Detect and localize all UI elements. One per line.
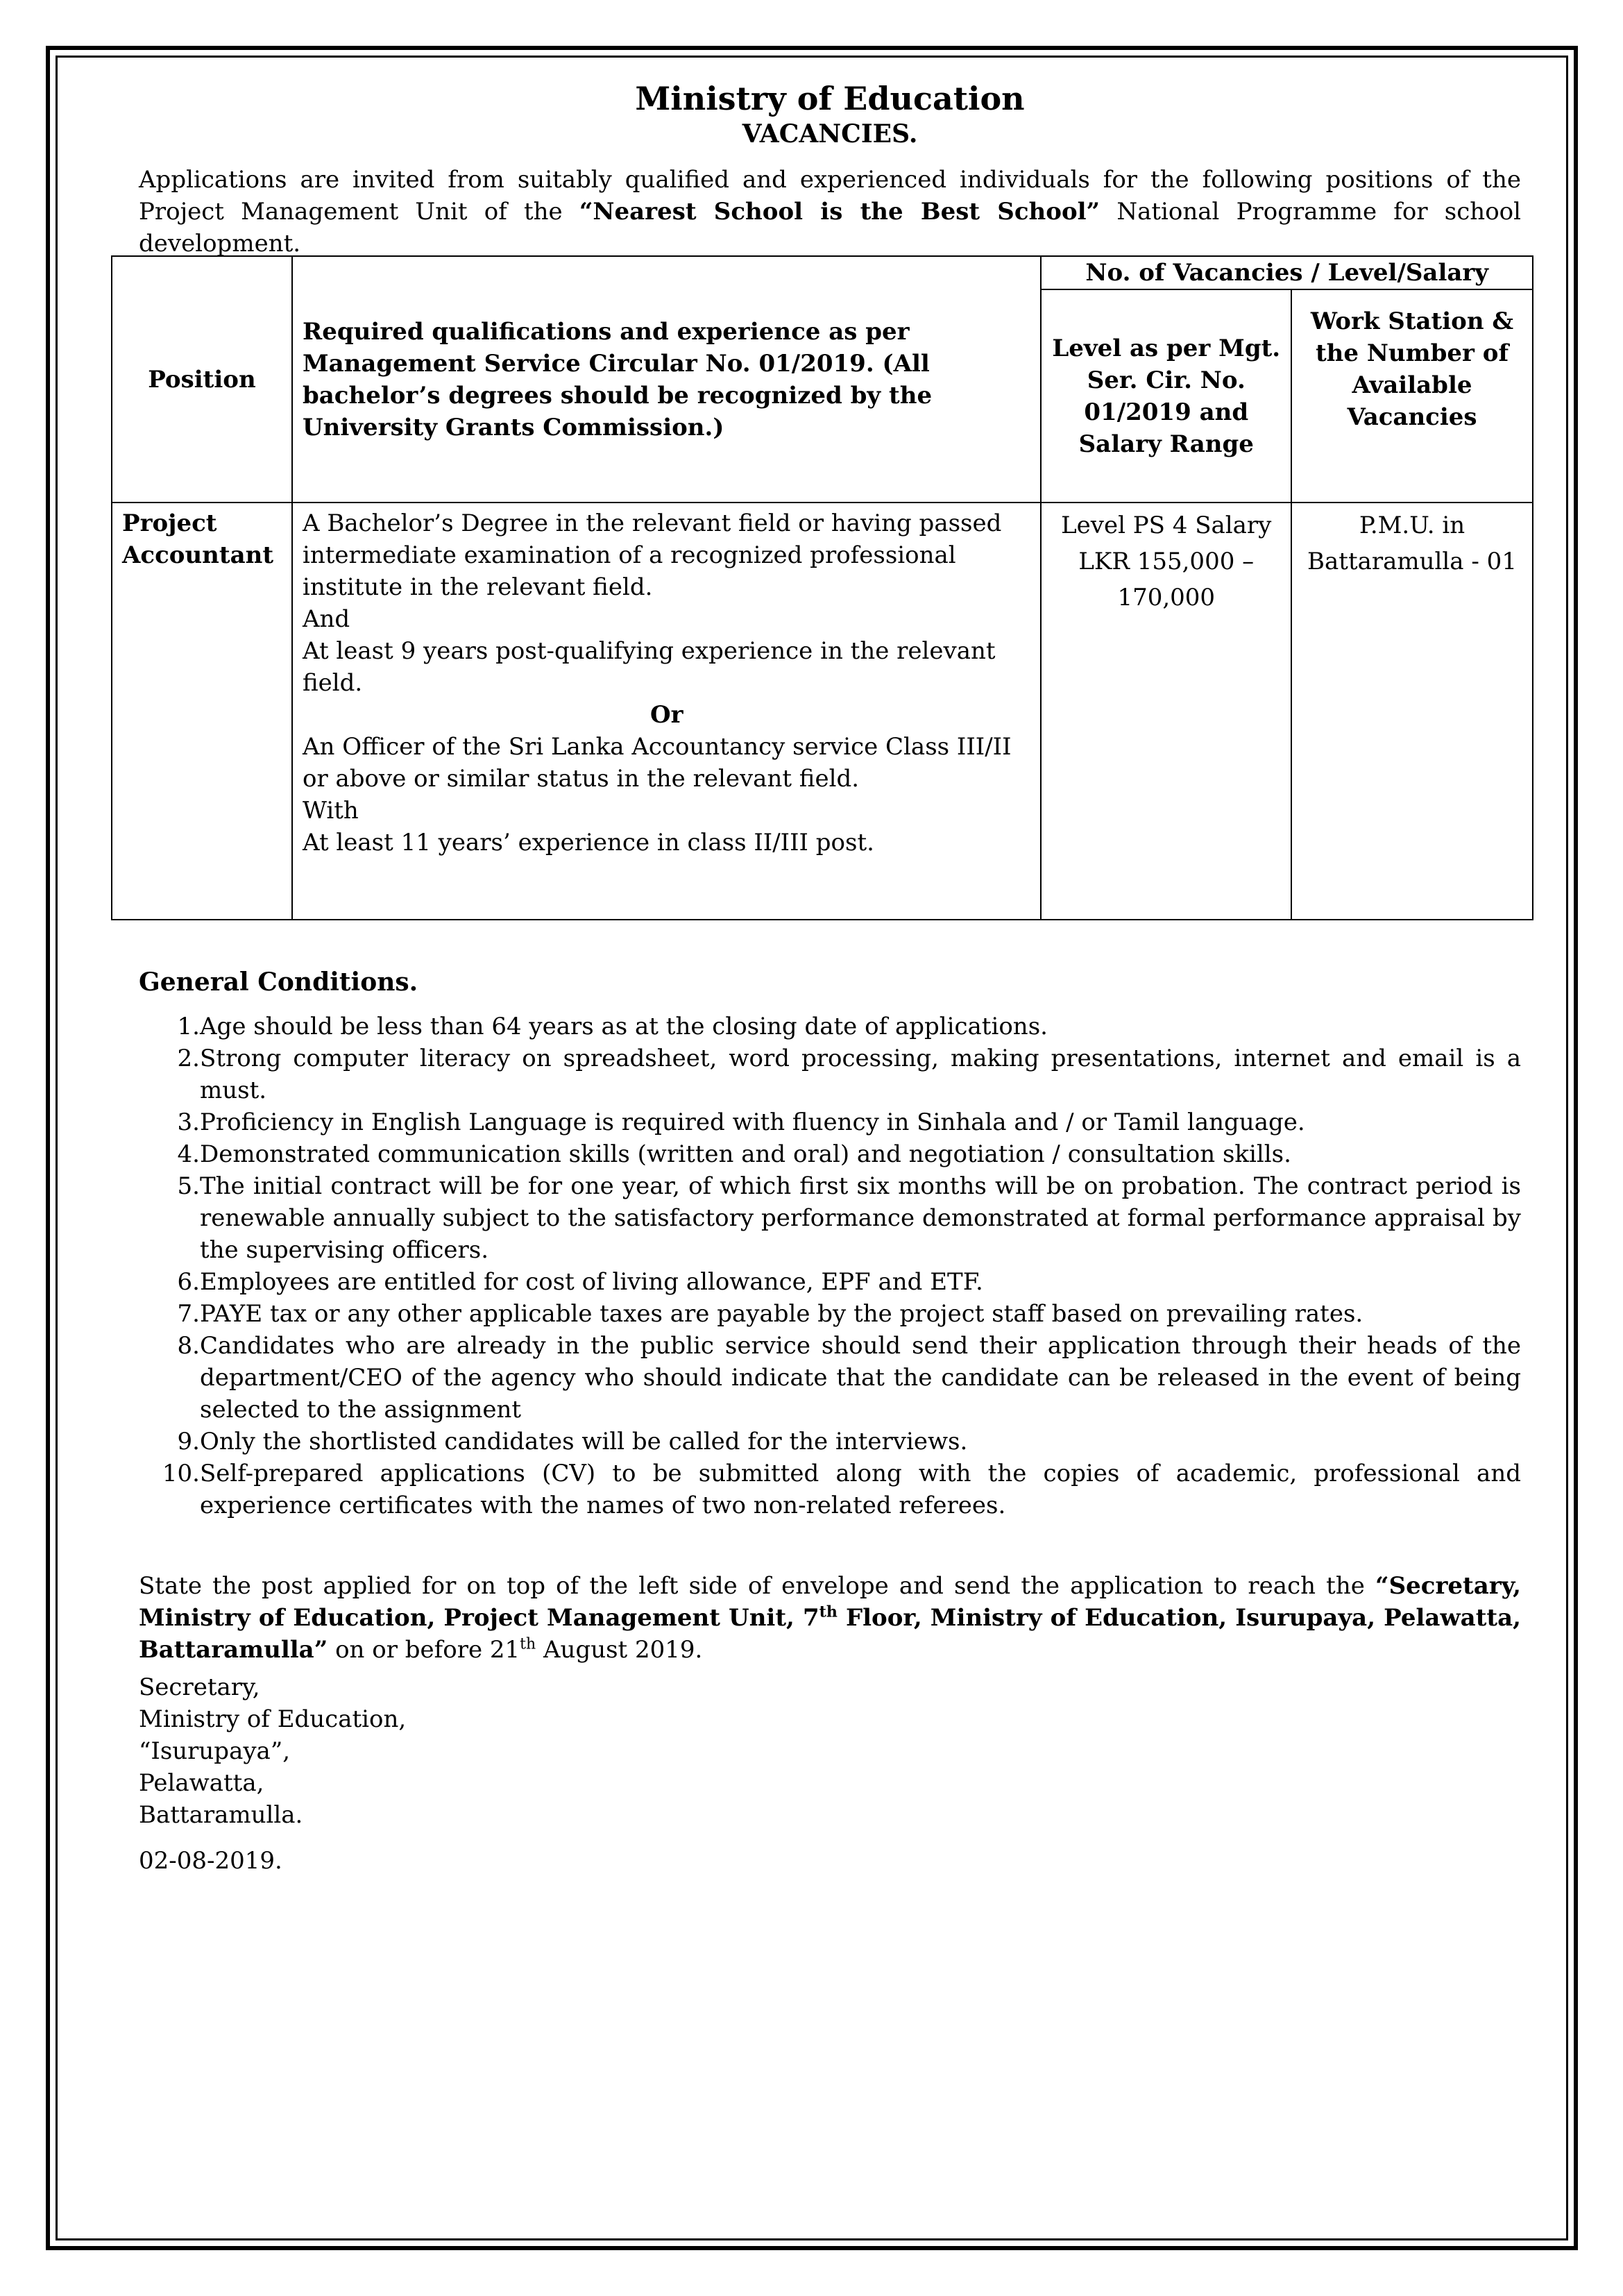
item-text: Only the shortlisted candidates will be called for the interviews. xyxy=(200,1428,968,1455)
document-date: 02-08-2019. xyxy=(139,1847,282,1875)
list-item xyxy=(139,1330,1521,1426)
position-cell xyxy=(112,503,292,920)
document-title: Ministry of Education xyxy=(635,80,1025,117)
item-text: Demonstrated communication skills (written and oral) and negotiation / consultation skills. xyxy=(200,1140,1291,1168)
item-number: 5. xyxy=(177,1172,200,1200)
list-item xyxy=(139,1106,1521,1138)
requirement-connector: With xyxy=(302,797,359,825)
table-header-row-1 xyxy=(112,256,1533,289)
list-item xyxy=(139,1266,1521,1298)
list-item xyxy=(139,1298,1521,1330)
header-vacancies-group: No. of Vacancies / Level/Salary xyxy=(1041,256,1533,289)
item-number: 3. xyxy=(177,1108,200,1136)
item-number: 4. xyxy=(177,1140,200,1168)
conditions-list xyxy=(139,1011,1521,1521)
item-text: Age should be less than 64 years as at the closing date of applications. xyxy=(200,1013,1048,1040)
signature-line: Ministry of Education, xyxy=(139,1705,407,1733)
salary-line: 170,000 xyxy=(1117,584,1216,612)
list-item xyxy=(139,1170,1521,1266)
item-text: PAYE tax or any other applicable taxes are payable by the project staff based on prevailing rates. xyxy=(200,1300,1363,1328)
item-number: 7. xyxy=(177,1300,200,1328)
requirement-connector: And xyxy=(302,605,350,634)
signature-block xyxy=(139,1671,406,1831)
intro-text-before: Applications are invited from suitably qualified and experienced individuals for the following positions of the Project Management Unit of the xyxy=(139,166,1521,226)
date-superscript: th xyxy=(520,1635,536,1653)
closing-text-before: State the post applied for on top of the left side of envelope and send the application to reach the xyxy=(139,1572,1376,1600)
signature-line: “Isurupaya”, xyxy=(139,1737,291,1765)
conditions-heading: General Conditions. xyxy=(139,968,418,997)
item-number: 8. xyxy=(177,1332,200,1360)
submission-instructions xyxy=(139,1570,1521,1666)
item-text: Strong computer literacy on spreadsheet, word processing, making presentations, internet and email is a must. xyxy=(200,1045,1521,1104)
vacancies-table xyxy=(111,255,1533,920)
signature-line: Secretary, xyxy=(139,1673,260,1701)
signature-line: Battaramulla. xyxy=(139,1801,303,1829)
address-part-2: Floor, Ministry of Education, Isurupaya, Pelawatta, Battaramulla” xyxy=(139,1604,1521,1664)
item-text: Candidates who are already in the public service should send their application through their heads of the department/CEO of the agency who should indicate that the candidate can be released in the event of being selected to the assignment xyxy=(200,1332,1521,1424)
level-line: Level PS 4 Salary xyxy=(1061,512,1272,540)
header-position: Position xyxy=(112,256,292,503)
item-number: 2. xyxy=(177,1045,200,1072)
header-work-station: Work Station & the Number of Available Vacancies xyxy=(1291,289,1533,503)
work-station-cell xyxy=(1291,503,1533,920)
position-line: Accountant xyxy=(122,541,274,570)
item-text: Employees are entitled for cost of living allowance, EPF and ETF. xyxy=(200,1268,983,1296)
salary-line: LKR 155,000 – xyxy=(1078,548,1255,576)
list-item xyxy=(139,1426,1521,1458)
station-line: P.M.U. in xyxy=(1359,512,1465,540)
address-superscript: th xyxy=(819,1603,838,1621)
item-number: 1. xyxy=(177,1013,200,1040)
requirement-text: At least 9 years post-qualifying experience in the relevant field. xyxy=(302,637,996,698)
item-number: 9. xyxy=(177,1428,200,1455)
document-header xyxy=(139,76,1521,276)
intro-text-after: National Programme for school development. xyxy=(139,198,1522,258)
requirement-or: Or xyxy=(649,701,683,729)
item-number: 10. xyxy=(162,1460,200,1487)
intro-paragraph xyxy=(139,164,1521,260)
item-text: The initial contract will be for one year, of which first six months will be on probation. The contract period is renewable annually subject to the satisfactory performance demonstrated at formal performance appraisal by the supervising officers. xyxy=(200,1172,1521,1264)
position-line: Project xyxy=(122,509,217,538)
item-text: Proficiency in English Language is required with fluency in Sinhala and / or Tamil language. xyxy=(200,1108,1305,1136)
closing-text-after: August 2019. xyxy=(536,1636,703,1664)
requirements-cell xyxy=(292,503,1042,920)
list-item xyxy=(139,1458,1521,1521)
list-item xyxy=(139,1011,1521,1043)
requirement-text: An Officer of the Sri Lanka Accountancy service Class III/II or above or similar status in the relevant field. xyxy=(302,733,1012,793)
table-row xyxy=(112,503,1533,920)
address-part-1: “Secretary, Ministry of Education, Project Management Unit, 7 xyxy=(139,1572,1521,1632)
list-item xyxy=(139,1138,1521,1170)
header-level-salary: Level as per Mgt. Ser. Cir. No. 01/2019 and Salary Range xyxy=(1041,289,1291,503)
item-text: Self-prepared applications (CV) to be submitted along with the copies of academic, professional and experience certificates with the names of two non-related referees. xyxy=(200,1460,1521,1519)
general-conditions xyxy=(139,966,1521,1521)
closing-text-mid: on or before 21 xyxy=(328,1636,520,1664)
header-requirements: Required qualifications and experience as per Management Service Circular No. 01/2019. (All bachelor’s degrees should be recognized by the University Grants Commission.) xyxy=(292,256,1042,503)
requirement-text: At least 11 years’ experience in class II/III post. xyxy=(302,829,874,857)
document-subtitle: VACANCIES. xyxy=(742,119,918,149)
level-salary-cell xyxy=(1041,503,1291,920)
requirement-text: A Bachelor’s Degree in the relevant field or having passed intermediate examination of a recognized professional institute in the relevant field. xyxy=(302,509,1002,602)
programme-name: “Nearest School is the Best School” xyxy=(579,198,1101,226)
signature-line: Pelawatta, xyxy=(139,1769,264,1797)
item-number: 6. xyxy=(177,1268,200,1296)
list-item xyxy=(139,1043,1521,1106)
station-line: Battaramulla - 01 xyxy=(1307,548,1517,576)
